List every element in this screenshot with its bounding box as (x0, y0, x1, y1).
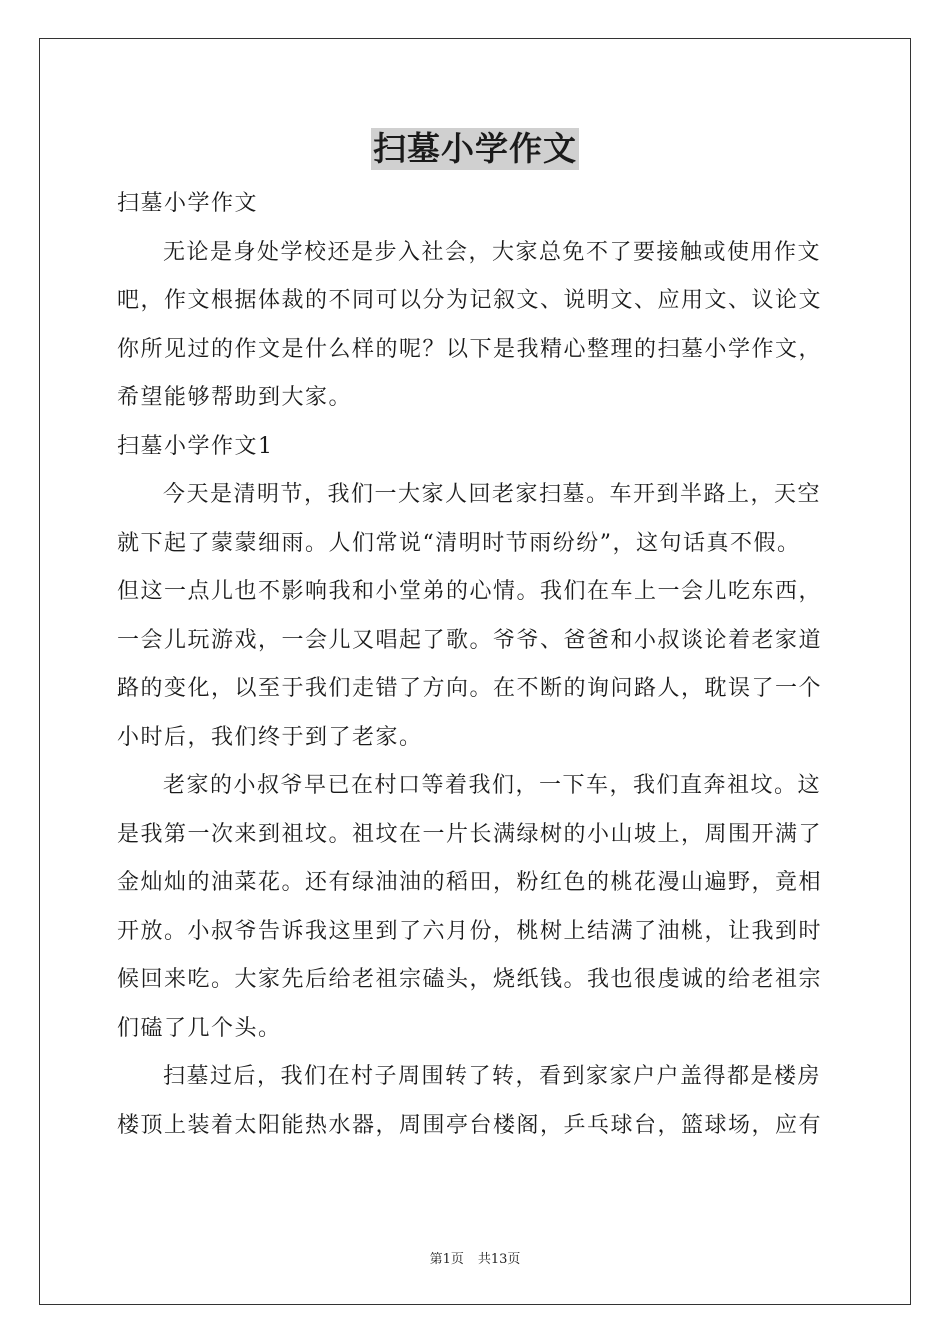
text-line: 小时后，我们终于到了老家。 (117, 724, 423, 750)
text-line: 扫墓过后，我们在村子周围转了转，看到家家户户盖得都是楼房 (163, 1064, 822, 1089)
text-line: 金灿灿的油菜花。还有绿油油的稻田，粉红色的桃花漫山遍野，竟相 (117, 870, 823, 895)
text-line: 老家的小叔爷早已在村口等着我们，一下车，我们直奔祖坟。这 (163, 773, 822, 798)
document-title: 扫墓小学作文 (373, 129, 577, 168)
text-line: 扫墓小学作文1 (117, 433, 274, 459)
text-line: 是我第一次来到祖坟。祖坟在一片长满绿树的小山坡上，周围开满了 (117, 821, 823, 847)
text-line: 们磕了几个头。 (117, 1015, 282, 1041)
text-line: 候回来吃。大家先后给老祖宗磕头，烧纸钱。我也很虔诚的给老祖宗 (117, 967, 823, 992)
page-footer (0, 1248, 950, 1267)
text-line: 但这一点儿也不影响我和小堂弟的心情。我们在车上一会儿吃东西， (117, 579, 823, 604)
text-line: 一会儿玩游戏，一会儿又唱起了歌。爷爷、爸爸和小叔谈论着老家道 (117, 627, 823, 653)
text-line: 无论是身处学校还是步入社会，大家总免不了要接触或使用作文 (163, 239, 822, 265)
text-line: 扫墓小学作文 (117, 191, 259, 216)
text-line: 吧，作文根据体裁的不同可以分为记叙文、说明文、应用文、议论文 (117, 288, 823, 313)
document-body (117, 180, 833, 1150)
page-total: 共13页 (477, 1252, 521, 1267)
text-line: 希望能够帮助到大家。 (117, 385, 353, 410)
text-line: 就下起了蒙蒙细雨。人们常说“清明时节雨纷纷”，这句话真不假。 (117, 530, 801, 556)
text-line: 你所见过的作文是什么样的呢？以下是我精心整理的扫墓小学作文， (117, 336, 823, 362)
document-title-block (0, 128, 950, 172)
text-line: 开放。小叔爷告诉我这里到了六月份，桃树上结满了油桃，让我到时 (117, 918, 823, 944)
text-line: 楼顶上装着太阳能热水器，周围亭台楼阁，乒乓球台，篮球场，应有 (117, 1112, 823, 1138)
page-number: 第1页 (429, 1252, 464, 1267)
text-line: 路的变化，以至于我们走错了方向。在不断的询问路人，耽误了一个 (117, 676, 823, 701)
text-line: 今天是清明节，我们一大家人回老家扫墓。车开到半路上，天空 (163, 482, 822, 507)
